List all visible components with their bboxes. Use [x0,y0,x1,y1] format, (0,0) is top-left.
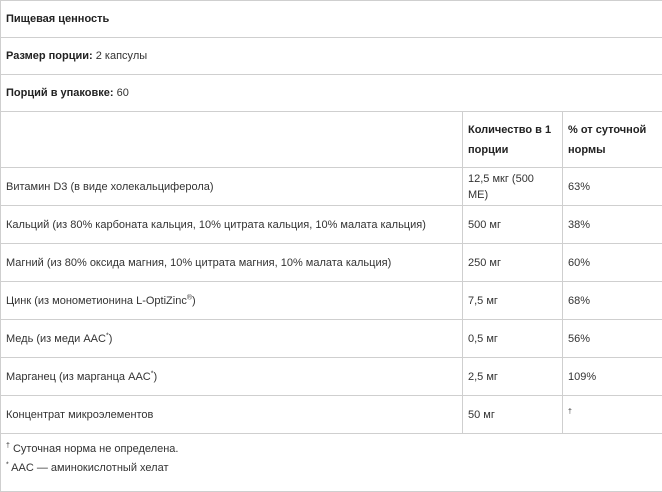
serving-size-value: 2 капсулы [92,50,148,62]
column-header-dv-text: % от суточной нормы [568,123,647,156]
nutrient-amount: 50 мг [463,396,563,434]
nutrient-amount: 7,5 мг [463,282,563,320]
table-row [1,358,662,396]
nutrient-dv: 63% [563,168,662,206]
nutrient-name-text: Витамин D3 (в виде холекальциферола) [6,180,214,193]
nutrient-name [1,206,463,244]
footnote-mark: * [150,369,154,377]
servings-per-container-value: 60 [113,87,129,99]
servings-per-container-cell [1,75,662,112]
column-header-row [1,112,662,168]
nutrient-name [1,358,463,396]
nutrient-name-text: Кальций (из 80% карбоната кальция, 10% цитрата кальция, 10% малата кальция) [6,218,426,231]
servings-per-container-label: Порций в упаковке: [6,87,114,99]
footnote-mark: † [6,442,10,450]
table-row [1,320,662,358]
serving-size-cell [1,38,662,75]
nutrient-name [1,396,463,434]
servings-per-container-row [1,75,662,112]
nutrient-dv: 38% [563,206,662,244]
footnote-text: Суточная норма не определена. [9,443,179,455]
footnote-text: AAC — аминокислотный хелат [8,462,169,474]
nutrient-name [1,244,463,282]
nutrient-name [1,282,463,320]
nutrient-name-text: Магний (из 80% оксида магния, 10% цитрата магния, 10% малата кальция) [6,256,392,269]
nutrient-name-text: Цинк (из монометионина L-OptiZinc [6,294,187,307]
nutrient-dv: 60% [563,244,662,282]
column-header-amount [463,112,563,168]
nutrient-name-text: Медь (из меди AAC [6,332,106,345]
table-row [1,282,662,320]
column-header-blank [1,112,463,168]
footnote-mark: * [6,461,9,469]
footnotes-cell [1,434,662,492]
nutrient-dv: 109% [563,358,662,396]
nutrient-name [1,320,463,358]
nutrient-amount: 500 мг [463,206,563,244]
nutrient-name-end: ) [192,294,196,307]
nutrient-amount: 250 мг [463,244,563,282]
serving-size-row [1,38,662,75]
nutrient-name [1,168,463,206]
footnote [6,440,657,459]
table-row [1,396,662,434]
title-row [1,1,662,38]
nutrient-dv [563,396,662,434]
table-row [1,244,662,282]
nutrient-name-text: Концентрат микроэлементов [6,408,154,421]
nutrient-dv: 68% [563,282,662,320]
column-header-dv [563,112,662,168]
serving-size-label: Размер порции: [6,50,93,62]
nutrient-amount: 0,5 мг [463,320,563,358]
footnote [6,459,657,478]
nutrient-name-text: Марганец (из марганца AAC [6,370,151,383]
registered-mark: ® [186,293,192,301]
footnote-mark: † [568,407,572,415]
nutrient-name-end: ) [108,332,113,345]
nutrient-amount: 2,5 мг [463,358,563,396]
column-header-amount-text: Количество в 1 порции [468,123,552,156]
table-title-text: Пищевая ценность [6,13,110,25]
footnote-mark: * [105,331,109,339]
table-row [1,168,662,206]
table-title [1,1,662,38]
table-row [1,206,662,244]
nutrient-name-end: ) [153,370,158,383]
nutrient-amount: 12,5 мкг (500 МЕ) [463,168,563,206]
footnotes-row [1,434,662,492]
nutrient-dv: 56% [563,320,662,358]
